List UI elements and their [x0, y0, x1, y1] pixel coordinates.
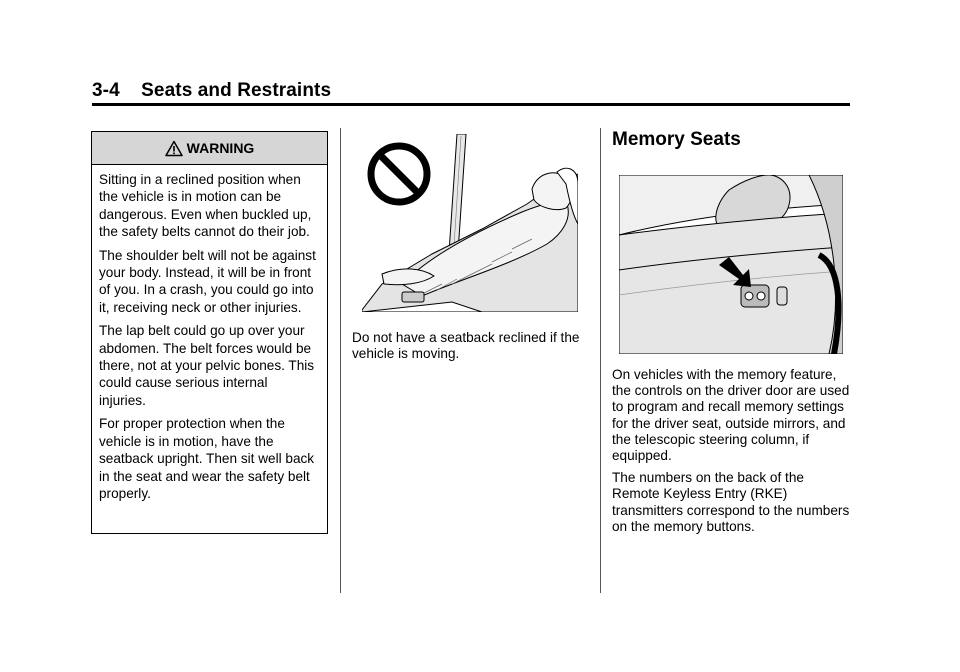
column-divider	[340, 128, 341, 593]
header-rule	[92, 103, 850, 106]
warning-title: WARNING	[186, 140, 255, 156]
reclined-caption: Do not have a seatback reclined if the vehicle is moving.	[352, 330, 580, 361]
warning-paragraph: The shoulder belt will not be against your body. Instead, it will be in front of you. In a crash, you could go into it, receiving neck or other injuries.	[99, 247, 316, 315]
memory-button-icon	[745, 292, 753, 300]
warning-paragraph: Sitting in a reclined position when the vehicle is in motion can be dangerous. Even when buckled up, the safety belts cannot do their job.	[99, 172, 312, 240]
reclined-seat-illustration	[362, 134, 578, 312]
page-number: 3-4	[92, 80, 120, 101]
warning-header	[92, 132, 327, 165]
warning-box	[91, 131, 328, 534]
memory-text	[612, 367, 852, 541]
section-title: Seats and Restraints	[141, 80, 332, 101]
section-heading: Memory Seats	[612, 129, 741, 150]
warning-icon	[165, 140, 183, 157]
warning-body	[92, 165, 327, 502]
warning-paragraph: For proper protection when the vehicle is in motion, have the seatback upright. Then sit well back in the seat and wear the safety belt properly.	[99, 416, 315, 501]
memory-buttons-illustration	[619, 175, 843, 354]
body-paragraph: On vehicles with the memory feature, the controls on the driver door are used to program and recall memory settings for the driver seat, outside mirrors, and the telescopic steering column, if equipped.	[612, 367, 850, 464]
body-paragraph: The numbers on the back of the Remote Keyless Entry (RKE) transmitters correspond to the numbers on the memory buttons.	[612, 470, 850, 534]
warning-paragraph: The lap belt could go up over your abdomen. The belt forces would be there, not at your pelvic bones. This could cause serious internal injuries.	[99, 323, 315, 408]
column-divider	[600, 128, 601, 593]
memory-button-icon	[757, 292, 765, 300]
page-header	[92, 80, 331, 102]
